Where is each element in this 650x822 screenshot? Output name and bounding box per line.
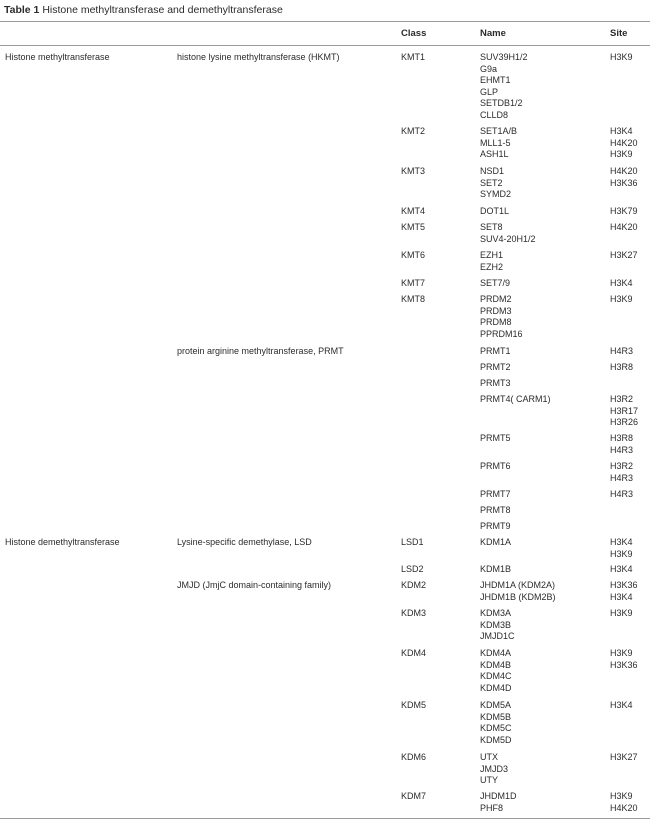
cell-name-list — [480, 489, 511, 501]
cell-site-list — [610, 580, 638, 603]
cell-site-list — [610, 752, 638, 764]
site-entry: H3K27 — [610, 752, 638, 762]
cell-site-list — [610, 791, 638, 814]
site-entry: H3R26 — [610, 417, 639, 428]
cell-class: KDM3 — [401, 608, 427, 618]
header-rule — [0, 45, 650, 46]
site-entry: H3R8 — [610, 362, 634, 372]
name-entry: PRMT1 — [480, 346, 511, 356]
name-entry: UTX — [480, 752, 498, 762]
cell-name-list — [480, 52, 528, 122]
cell-class: KDM2 — [401, 580, 427, 590]
cell-name-list — [480, 278, 510, 290]
cell-name-list — [480, 700, 512, 746]
name-entry: JHDM1A (KDM2A) — [480, 580, 556, 590]
cell-site-list — [610, 648, 638, 671]
name-entry: GLP — [480, 86, 499, 97]
name-entry: PRMT5 — [480, 433, 511, 443]
cell-site-list — [610, 489, 633, 501]
name-entry: MLL1-5 — [480, 137, 511, 148]
bottom-rule — [0, 818, 650, 819]
name-entry: KDM5A — [480, 700, 512, 710]
cell-class: KMT1 — [401, 52, 426, 62]
site-entry: H3K4 — [610, 564, 633, 574]
site-entry: H4R3 — [610, 489, 634, 499]
cell-class: KDM4 — [401, 648, 427, 658]
cell-category: Histone demethyltransferase — [5, 537, 120, 547]
name-entry: PRDM8 — [480, 317, 512, 328]
site-entry: H3K36 — [610, 177, 638, 188]
name-entry: PRMT7 — [480, 489, 511, 499]
site-entry: H3K4 — [610, 278, 633, 288]
cell-site-list — [610, 394, 638, 429]
cell-name-list — [480, 564, 511, 576]
cell-name-list — [480, 521, 511, 533]
cell-name-list — [480, 206, 509, 218]
cell-class: KDM5 — [401, 700, 427, 710]
name-entry: ASH1L — [480, 149, 509, 160]
cell-name-list — [480, 378, 511, 390]
name-entry: KDM5B — [480, 711, 512, 722]
cell-name-list — [480, 126, 517, 161]
cell-site-list — [610, 52, 633, 64]
site-entry: H4K20 — [610, 166, 638, 176]
cell-subcategory: histone lysine methyltransferase (HKMT) — [177, 52, 340, 62]
cell-class: KMT4 — [401, 206, 426, 216]
name-entry: JHDM1B (KDM2B) — [480, 591, 556, 602]
name-entry: SYMD2 — [480, 189, 512, 200]
cell-subcategory: JMJD (JmjC domain-containing family) — [177, 580, 332, 590]
site-entry: H3K4 — [610, 700, 633, 710]
name-entry: UTY — [480, 775, 498, 786]
cell-class: KMT6 — [401, 250, 426, 260]
site-entry: H4R3 — [610, 346, 634, 356]
site-entry: H4K20 — [610, 137, 638, 148]
name-entry: EZH2 — [480, 261, 504, 272]
name-entry: SUV39H1/2 — [480, 52, 528, 62]
cell-site-list — [610, 700, 633, 712]
cell-site-list — [610, 537, 633, 560]
top-rule — [0, 21, 650, 22]
cell-name-list — [480, 608, 515, 643]
header-class: Class — [401, 28, 427, 39]
cell-name-list — [480, 433, 511, 445]
cell-subcategory: Lysine-specific demethylase, LSD — [177, 537, 312, 547]
name-entry: PHF8 — [480, 802, 504, 813]
header-site: Site — [610, 28, 628, 39]
site-entry: H3K9 — [610, 648, 633, 658]
name-entry: PRMT9 — [480, 521, 511, 531]
cell-category: Histone methyltransferase — [5, 52, 110, 62]
site-entry: H3K4 — [610, 591, 633, 602]
cell-name-list — [480, 346, 511, 358]
site-entry: H3K9 — [610, 608, 633, 618]
cell-site-list — [610, 278, 633, 290]
name-entry: KDM5D — [480, 734, 512, 745]
name-entry: PRMT3 — [480, 378, 511, 388]
site-entry: H3K9 — [610, 791, 633, 801]
site-entry: H3K4 — [610, 537, 633, 547]
name-entry: PRMT4( CARM1) — [480, 394, 551, 404]
cell-site-list — [610, 362, 633, 374]
name-entry: KDM4D — [480, 682, 512, 693]
name-entry: KDM1B — [480, 564, 512, 574]
header-name: Name — [480, 28, 506, 39]
site-entry: H3K9 — [610, 548, 633, 559]
cell-site-list — [610, 126, 638, 161]
name-entry: EZH1 — [480, 250, 504, 260]
name-entry: SETDB1/2 — [480, 98, 523, 109]
name-entry: SET7/9 — [480, 278, 511, 288]
name-entry: PRMT6 — [480, 461, 511, 471]
name-entry: KDM4B — [480, 659, 512, 670]
name-entry: JMJD1C — [480, 631, 515, 642]
name-entry: PRDM3 — [480, 305, 512, 316]
cell-class: LSD1 — [401, 537, 424, 547]
site-entry: H3K9 — [610, 149, 633, 160]
cell-subcategory: protein arginine methyltransferase, PRMT — [177, 346, 344, 356]
name-entry: KDM3B — [480, 619, 512, 630]
site-entry: H3R17 — [610, 405, 639, 416]
site-entry: H3K36 — [610, 580, 638, 590]
cell-name-list — [480, 461, 511, 473]
cell-name-list — [480, 222, 536, 245]
cell-name-list — [480, 752, 508, 787]
site-entry: H3K36 — [610, 659, 638, 670]
name-entry: PRDM2 — [480, 294, 512, 304]
cell-class: KMT2 — [401, 126, 426, 136]
cell-class: KMT7 — [401, 278, 426, 288]
name-entry: DOT1L — [480, 206, 510, 216]
cell-site-list — [610, 564, 633, 576]
cell-class: KDM6 — [401, 752, 427, 762]
cell-name-list — [480, 505, 511, 517]
site-entry: H4K20 — [610, 222, 638, 232]
cell-site-list — [610, 250, 638, 262]
name-entry: KDM4C — [480, 671, 512, 682]
cell-site-list — [610, 433, 633, 456]
name-entry: PRMT2 — [480, 362, 511, 372]
cell-site-list — [610, 346, 633, 358]
cell-site-list — [610, 608, 633, 620]
cell-class: KMT3 — [401, 166, 426, 176]
cell-class: LSD2 — [401, 564, 424, 574]
name-entry: JHDM1D — [480, 791, 517, 801]
site-entry: H3K79 — [610, 206, 638, 216]
name-entry: CLLD8 — [480, 109, 509, 120]
name-entry: PPRDM16 — [480, 328, 523, 339]
name-entry: PRMT8 — [480, 505, 511, 515]
site-entry: H3R8 — [610, 433, 634, 443]
name-entry: JMJD3 — [480, 763, 509, 774]
site-entry: H3R2 — [610, 394, 634, 404]
cell-site-list — [610, 166, 638, 189]
cell-site-list — [610, 461, 633, 484]
name-entry: KDM5C — [480, 723, 512, 734]
cell-class: KMT8 — [401, 294, 426, 304]
cell-name-list — [480, 580, 556, 603]
name-entry: KDM1A — [480, 537, 512, 547]
table-label: Table 1 — [4, 4, 40, 16]
site-entry: H3K4 — [610, 126, 633, 136]
table-caption — [4, 4, 283, 17]
cell-name-list — [480, 250, 503, 273]
cell-site-list — [610, 206, 638, 218]
cell-name-list — [480, 791, 517, 814]
cell-name-list — [480, 394, 551, 406]
name-entry: SUV4-20H1/2 — [480, 233, 536, 244]
name-entry: KDM4A — [480, 648, 512, 658]
cell-class: KMT5 — [401, 222, 426, 232]
site-entry: H3K9 — [610, 52, 633, 62]
name-entry: SET8 — [480, 222, 503, 232]
name-entry: NSD1 — [480, 166, 505, 176]
cell-name-list — [480, 362, 511, 374]
cell-site-list — [610, 222, 638, 234]
name-entry: G9a — [480, 63, 498, 74]
name-entry: SET2 — [480, 177, 503, 188]
name-entry: EHMT1 — [480, 75, 511, 86]
site-entry: H4K20 — [610, 802, 638, 813]
site-entry: H3R2 — [610, 461, 634, 471]
site-entry: H4R3 — [610, 444, 634, 455]
cell-name-list — [480, 648, 512, 694]
site-entry: H3K9 — [610, 294, 633, 304]
cell-site-list — [610, 294, 633, 306]
site-entry: H4R3 — [610, 472, 634, 483]
name-entry: KDM3A — [480, 608, 512, 618]
cell-name-list — [480, 537, 511, 549]
table-title: Histone methyltransferase and demethyltransferase — [42, 4, 283, 16]
name-entry: SET1A/B — [480, 126, 518, 136]
cell-name-list — [480, 294, 523, 340]
cell-class: KDM7 — [401, 791, 427, 801]
site-entry: H3K27 — [610, 250, 638, 260]
cell-name-list — [480, 166, 511, 201]
